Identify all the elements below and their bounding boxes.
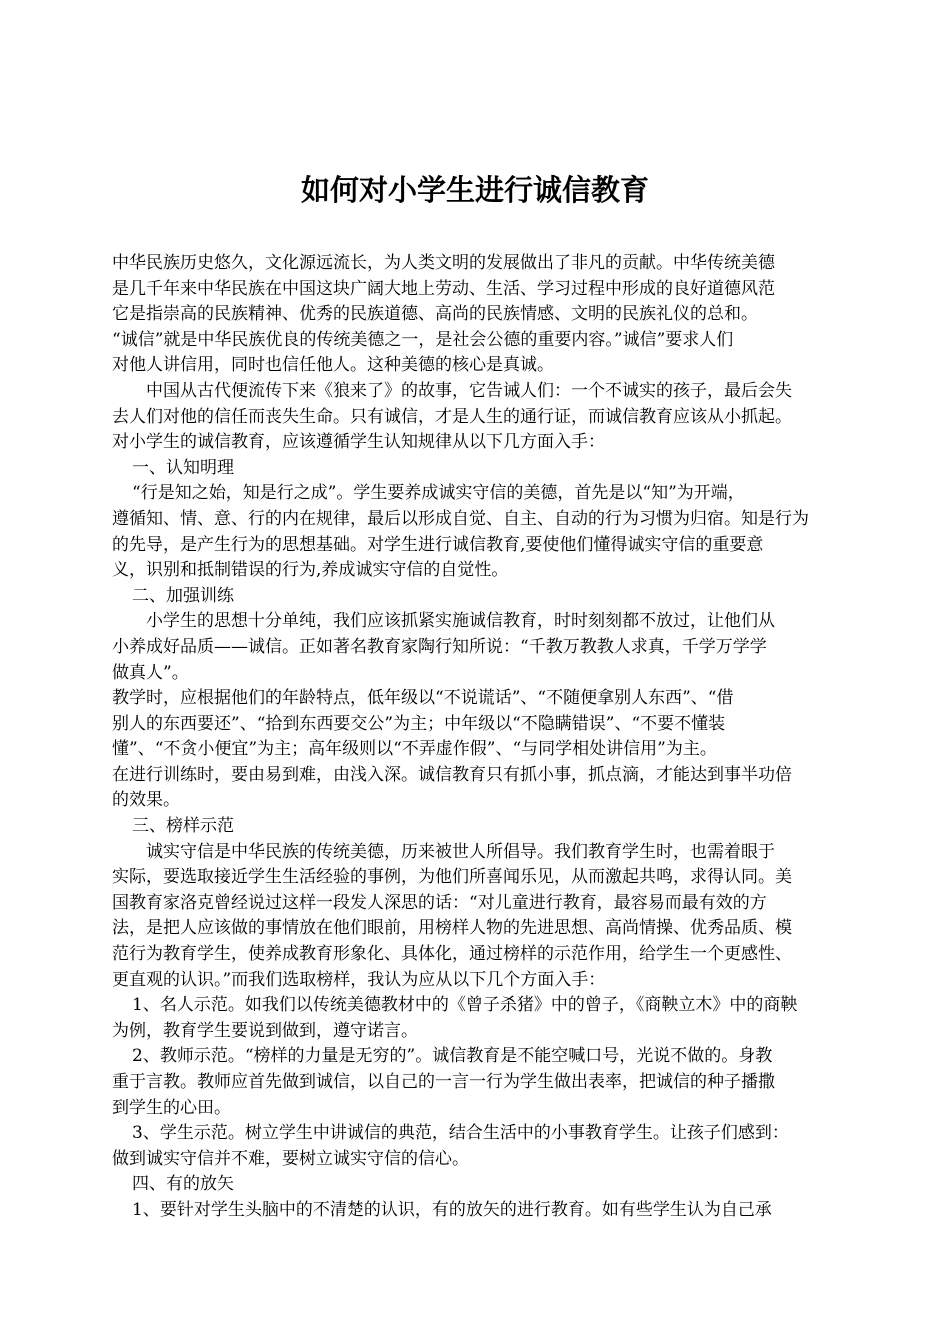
paragraph-line: 去人们对他的信任而丧失生命。只有诚信，才是人生的通行证，而诚信教育应该从小抓起。 (112, 406, 792, 427)
section-heading: 一、认知明理 (132, 457, 234, 478)
list-item: 1、要针对学生头脑中的不清楚的认识，有的放矢的进行教育。如有些学生认为自己承 (132, 1199, 772, 1220)
paragraph-line: 为例，教育学生要说到做到，遵守诺言。 (112, 1020, 418, 1041)
paragraph-line: 遵循知、情、意、行的内在规律，最后以形成自觉、自主、自动的行为习惯为归宿。知是行为 (112, 508, 809, 529)
paragraph-line: 教学时，应根据他们的年龄特点，低年级以“不说谎话”、“不随便拿别人东西”、“借 (112, 688, 734, 709)
paragraph-line: 在进行训练时，要由易到难，由浅入深。诚信教育只有抓小事，抓点滴，才能达到事半功倍 (112, 764, 792, 785)
paragraph-line: 中华民族历史悠久，文化源远流长，为人类文明的发展做出了非凡的贡献。中华传统美德 (112, 253, 775, 273)
paragraph-line: 的效果。 (112, 790, 180, 811)
document-body (112, 251, 847, 1224)
paragraph-line: 小学生的思想十分单纯，我们应该抓紧实施诚信教育，时时刻刻都不放过，让他们从 (146, 611, 775, 632)
paragraph-line: “诚信”就是中华民族优良的传统美德之一，是社会公德的重要内容。”诚信”要求人们 (112, 329, 734, 350)
paragraph-line: 范行为教育学生，使养成教育形象化、具体化，通过榜样的示范作用，给学生一个更感性、 (112, 944, 792, 965)
paragraph-line: 国教育家洛克曾经说过这样一段发人深思的话：“对儿童进行教育，最容易而最有效的方 (112, 892, 767, 913)
list-item: 1、名人示范。如我们以传统美德教材中的《曾子杀猪》中的曾子，《商鞅立木》中的商鞅 (132, 995, 798, 1016)
paragraph-line: 法，是把人应该做的事情放在他们眼前，用榜样人物的先进思想、高尚情操、优秀品质、模 (112, 918, 792, 939)
paragraph-line: 做真人”。 (112, 662, 189, 683)
section-heading: 四、有的放矢 (132, 1174, 234, 1195)
section-heading: 三、榜样示范 (132, 816, 234, 837)
paragraph-line: 诚实守信是中华民族的传统美德，历来被世人所倡导。我们教育学生时，也需着眼于 (146, 841, 775, 862)
paragraph-line: 实际，要选取接近学生生活经验的事例，为他们所喜闻乐见，从而激起共鸣，求得认同。美 (112, 867, 792, 888)
paragraph-line: 中国从古代便流传下来《狼来了》的故事，它告诫人们：一个不诚实的孩子，最后会失 (146, 380, 792, 401)
paragraph-line: 重于言教。教师应首先做到诚信，以自己的一言一行为学生做出表率，把诚信的种子播撒 (112, 1072, 775, 1092)
paragraph-line: 是几千年来中华民族在中国这块广阔大地上劳动、生活、学习过程中形成的良好道德风范 (112, 278, 775, 299)
section-heading: 二、加强训练 (132, 585, 234, 606)
paragraph-line: “行是知之始，知是行之成”。学生要养成诚实守信的美德，首先是以“知”为开端， (132, 483, 745, 504)
paragraph-line: 它是指崇高的民族精神、优秀的民族道德、高尚的民族情感、文明的民族礼仪的总和。 (112, 304, 758, 325)
paragraph-line: 义，识别和抵制错误的行为,养成诚实守信的自觉性。 (112, 560, 509, 581)
paragraph-line: 懂”、“不贪小便宜”为主；高年级则以“不弄虚作假”、“与同学相处讲信用”为主。 (112, 739, 717, 760)
paragraph-line: 更直观的认识。”而我们选取榜样，我认为应从以下几个方面入手： (112, 969, 606, 990)
paragraph-line: 对小学生的诚信教育，应该遵循学生认知规律从以下几方面入手： (112, 432, 605, 453)
list-item: 2、教师示范。“榜样的力量是无穷的”。诚信教育是不能空喊口号，光说不做的。身教 (132, 1046, 773, 1067)
list-item: 3、学生示范。树立学生中讲诚信的典范，结合生活中的小事教育学生。让孩子们感到： (132, 1123, 789, 1144)
paragraph-line: 的先导，是产生行为的思想基础。对学生进行诚信教育,要使他们懂得诚实守信的重要意 (112, 534, 764, 555)
paragraph-line: 做到诚实守信并不难，要树立诚实守信的信心。 (112, 1148, 469, 1169)
paragraph-line: 别人的东西要还”、“拾到东西要交公”为主；中年级以“不隐瞒错误”、“不要不懂装 (112, 713, 726, 734)
document-title: 如何对小学生进行诚信教育 (300, 173, 649, 207)
paragraph-line: 到学生的心田。 (112, 1097, 231, 1118)
paragraph-line: 小养成好品质——诚信。正如著名教育家陶行知所说：“千教万教教人求真，千学万学学 (112, 636, 767, 657)
paragraph-line: 对他人讲信用，同时也信任他人。这种美德的核心是真诚。 (112, 355, 554, 376)
